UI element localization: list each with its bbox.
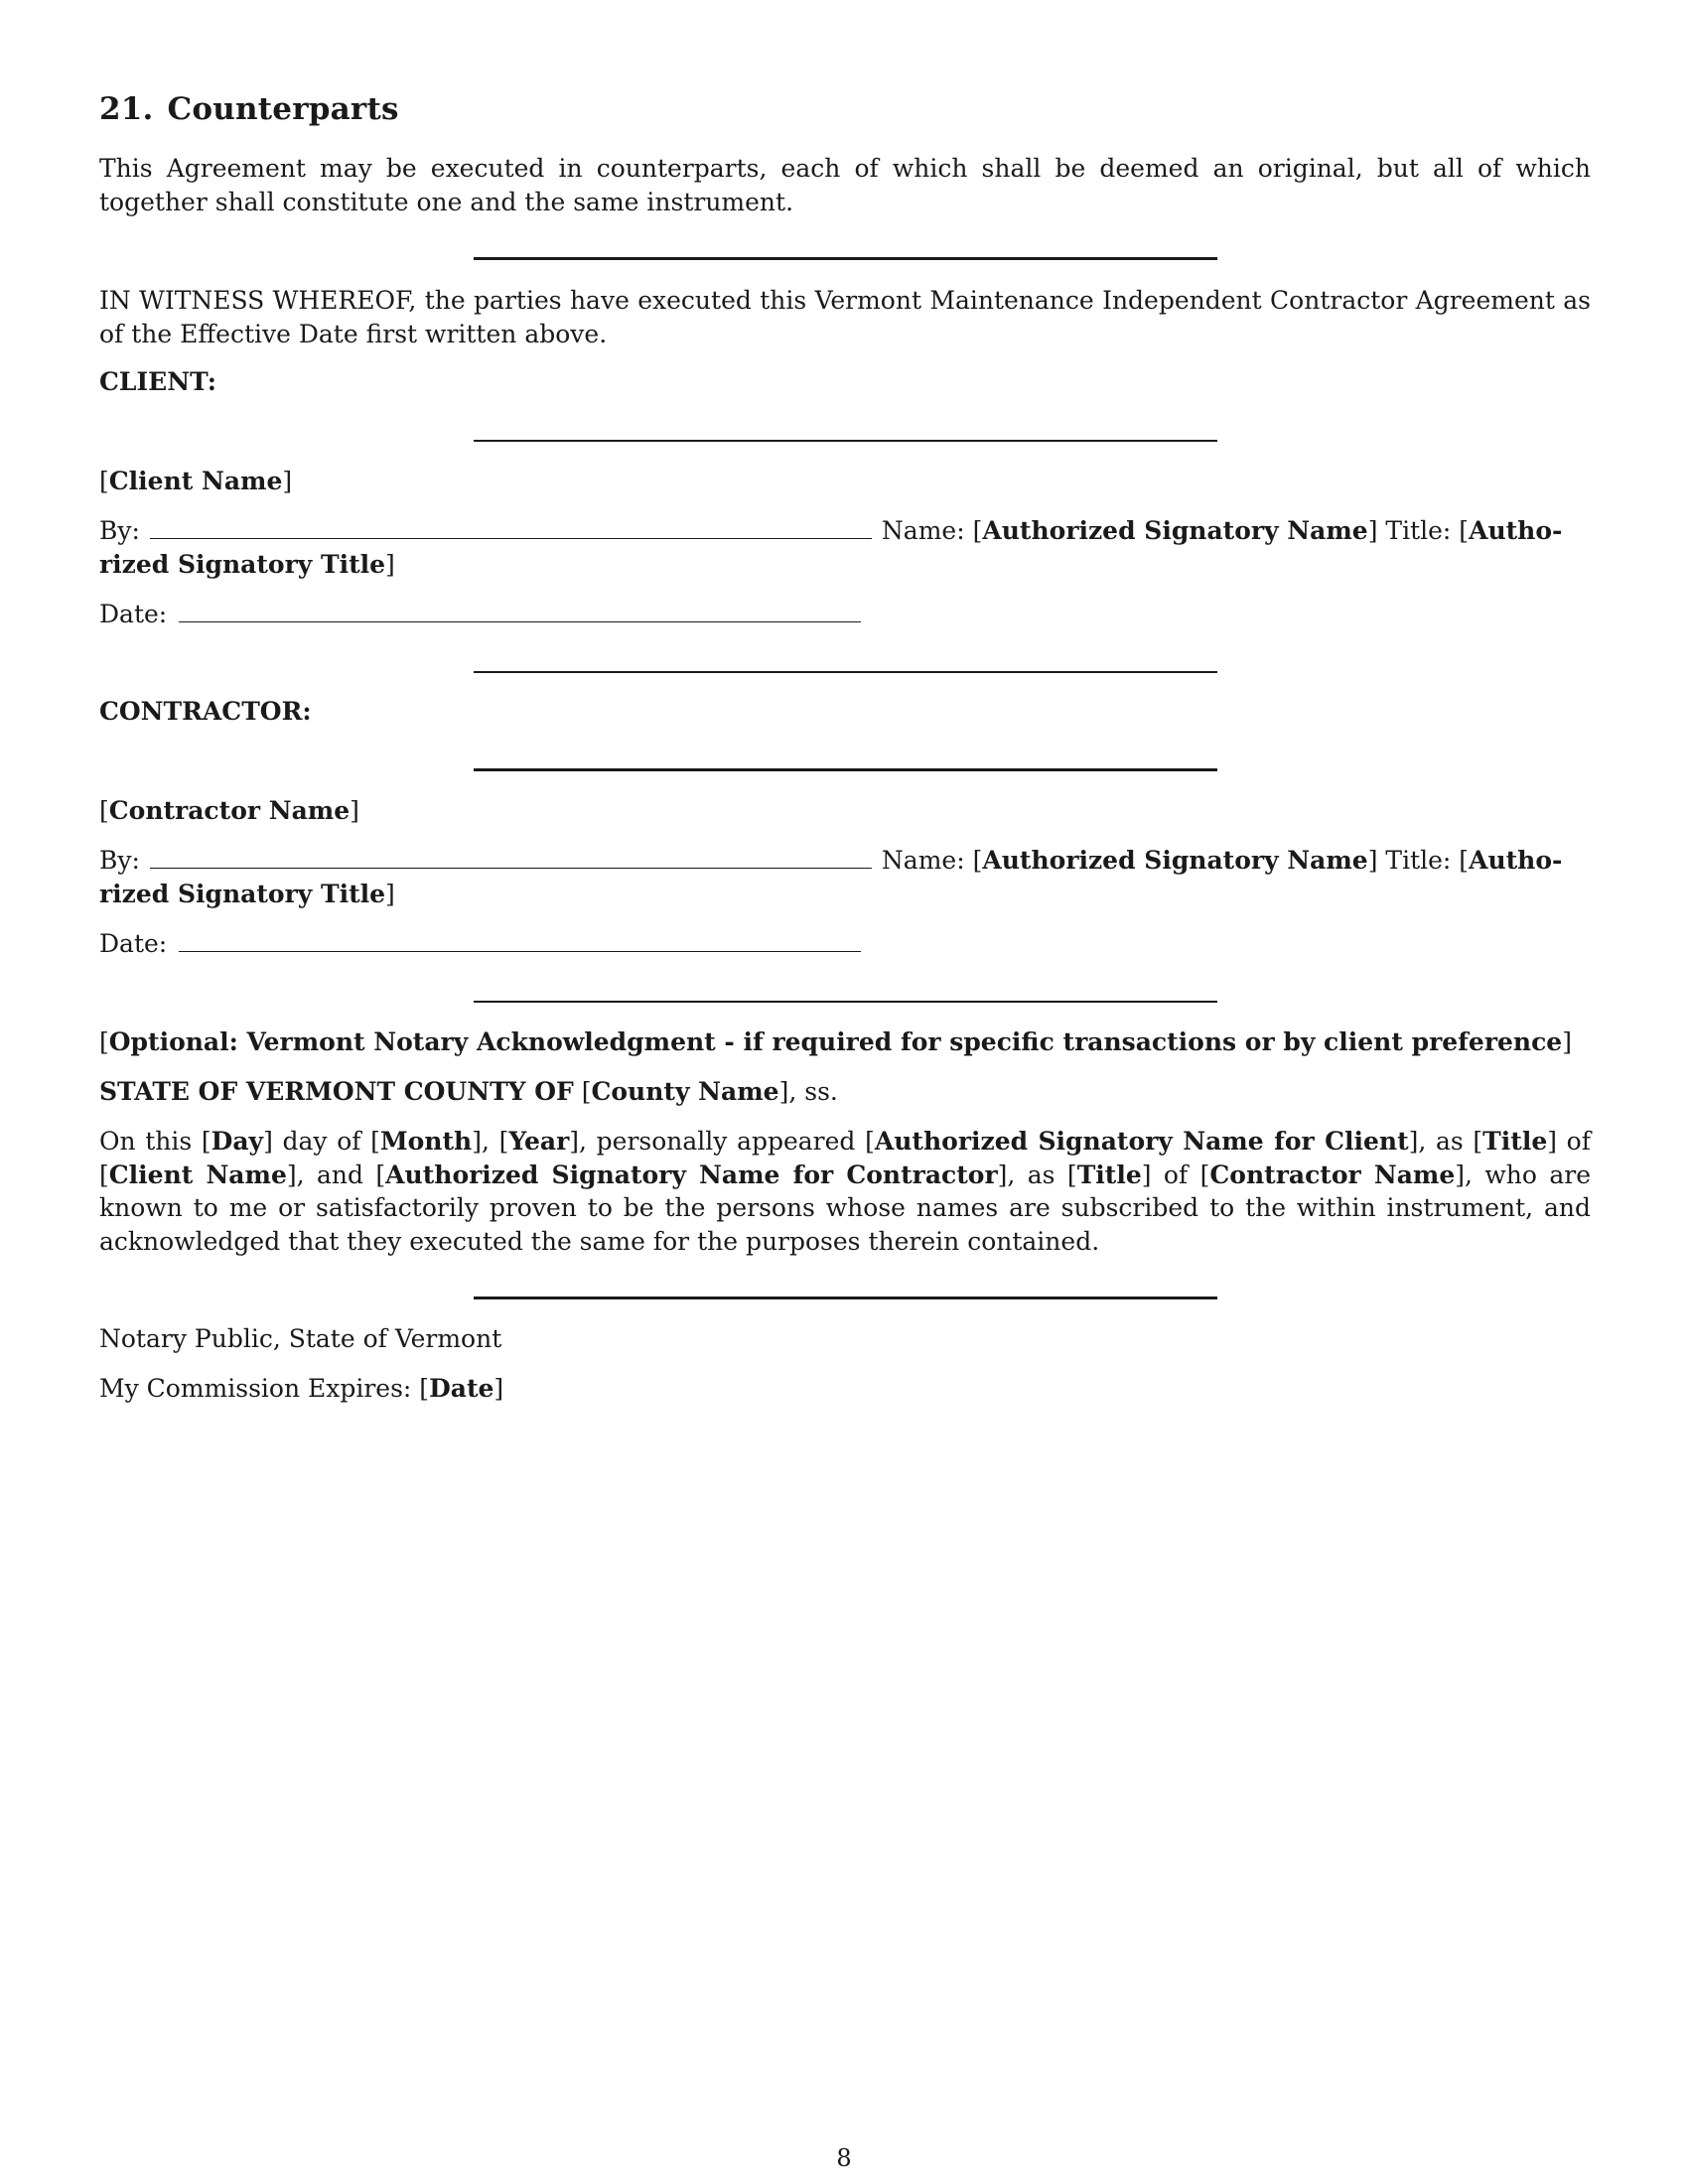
- contractor-by-block: By: Name: [Authorized Signatory Name] Title: [Autho-: [99, 846, 1563, 875]
- client-signatory-name: Authorized Signatory Name: [982, 516, 1368, 545]
- divider: [474, 257, 1217, 260]
- ss-label: , ss.: [788, 1077, 838, 1106]
- client-name-placeholder: [Client Name]: [99, 467, 293, 495]
- ack-client-signatory: Authorized Signatory Name for Client: [874, 1127, 1409, 1156]
- ack-text: , as: [1007, 1160, 1067, 1189]
- witness-text: IN WITNESS WHEREOF, the parties have executed this Vermont Maintenance Independent Contractor Agreement as of the Effective Date first written above.: [99, 286, 1591, 348]
- notary-optional-heading: [Optional: Vermont Notary Acknowledgment - if required for specific transactions or by client preference]: [99, 1027, 1572, 1056]
- client-title-wrap: rized Signatory Title]: [99, 550, 395, 579]
- contractor-by-label: By:: [99, 846, 140, 875]
- commission-line: My Commission Expires: [Date]: [99, 1374, 504, 1403]
- ack-text: , and: [296, 1160, 376, 1189]
- client-date-field[interactable]: [179, 620, 861, 622]
- contractor-date-block: [99, 927, 871, 961]
- notary-state-county: STATE OF VERMONT COUNTY OF [County Name], ss.: [99, 1077, 838, 1106]
- client-date-block: [99, 598, 871, 631]
- ack-text: , personally appeared: [579, 1127, 866, 1156]
- state-county-label: STATE OF VERMONT COUNTY OF: [99, 1077, 574, 1106]
- page-number: 8: [836, 2144, 852, 2172]
- client-name-label: Name:: [881, 516, 965, 545]
- ack-text: ,: [481, 1127, 499, 1156]
- notary-acknowledgment: On this [Day] day of [Month], [Year], personally appeared [Authorized Signatory Name for Client], as [Title] of [Client Name], and [Authorized Signatory Name for Contractor], as [Title] of [Contractor Name], who are known to me or satisfactorily proven to be the persons whose names are subscribed to the within instrument, and acknowledged that they executed the same for the purposes therein contained.: [99, 1127, 1591, 1256]
- client-heading: CLIENT:: [99, 367, 217, 396]
- client-signatory-title-a: Autho-: [1469, 516, 1563, 545]
- ack-client-name: Client Name: [108, 1160, 287, 1189]
- ack-text: On this: [99, 1127, 202, 1156]
- contractor-title-wrap: rized Signatory Title]: [99, 880, 395, 908]
- contractor-signatory-title-a: Autho-: [1469, 846, 1563, 875]
- ack-text: , who are known to me or satisfactorily proven to be the persons whose names are subscribed to the within instrument, and acknowledged that they executed the same for the purposes therein contained.: [99, 1160, 1591, 1256]
- divider: [474, 671, 1217, 673]
- ack-title: Title: [1076, 1160, 1142, 1189]
- contractor-date-field[interactable]: [179, 950, 861, 952]
- ack-text: , as: [1418, 1127, 1474, 1156]
- client-by-block: By: Name: [Authorized Signatory Name] Title: [Autho-: [99, 516, 1563, 545]
- contractor-signature-line: [474, 768, 1217, 771]
- client-name-text: Client Name: [108, 467, 283, 495]
- contractor-by-signature-field[interactable]: [150, 867, 872, 869]
- contractor-date-label: Date:: [99, 929, 168, 958]
- notary-optional-text: Optional: Vermont Notary Acknowledgment - if required for specific transactions or by client preference: [108, 1027, 1563, 1056]
- contractor-name-placeholder: [Contractor Name]: [99, 796, 359, 825]
- contractor-name-label: Name:: [881, 846, 965, 875]
- notary-public-label: Notary Public, State of Vermont: [99, 1324, 502, 1353]
- contractor-title-label: Title:: [1385, 846, 1452, 875]
- contractor-signatory-name: Authorized Signatory Name: [982, 846, 1368, 875]
- ack-text: day of: [272, 1127, 371, 1156]
- client-date-label: Date:: [99, 600, 168, 628]
- ack-month: Month: [379, 1127, 473, 1156]
- ack-contractor-signatory: Authorized Signatory Name for Contractor: [385, 1160, 998, 1189]
- contractor-name-text: Contractor Name: [108, 796, 351, 825]
- ack-text: of: [1557, 1127, 1591, 1156]
- commission-label: My Commission Expires:: [99, 1374, 412, 1403]
- client-by-label: By:: [99, 516, 140, 545]
- client-signatory-title-b: rized Signatory Title: [99, 550, 386, 579]
- client-by-signature-field[interactable]: [150, 537, 872, 539]
- ack-year: Year: [508, 1127, 570, 1156]
- county-name: County Name: [591, 1077, 779, 1106]
- section-heading: [99, 91, 399, 127]
- commission-date: Date: [429, 1374, 494, 1403]
- client-signature-line: [474, 440, 1217, 442]
- divider: [474, 1001, 1217, 1003]
- contractor-heading: CONTRACTOR:: [99, 697, 312, 726]
- section-number: 21.: [99, 91, 154, 127]
- ack-title: Title: [1482, 1127, 1548, 1156]
- section-title: Counterparts: [167, 91, 399, 127]
- ack-contractor-name: Contractor Name: [1209, 1160, 1456, 1189]
- contractor-signatory-title-b: rized Signatory Title: [99, 880, 386, 908]
- section-body: This Agreement may be executed in counterparts, each of which shall be deemed an original, but all of which together shall constitute one and the same instrument.: [99, 154, 1591, 216]
- ack-text: of: [1151, 1160, 1200, 1189]
- client-title-label: Title:: [1385, 516, 1452, 545]
- ack-day: Day: [211, 1127, 264, 1156]
- notary-signature-line: [474, 1297, 1217, 1299]
